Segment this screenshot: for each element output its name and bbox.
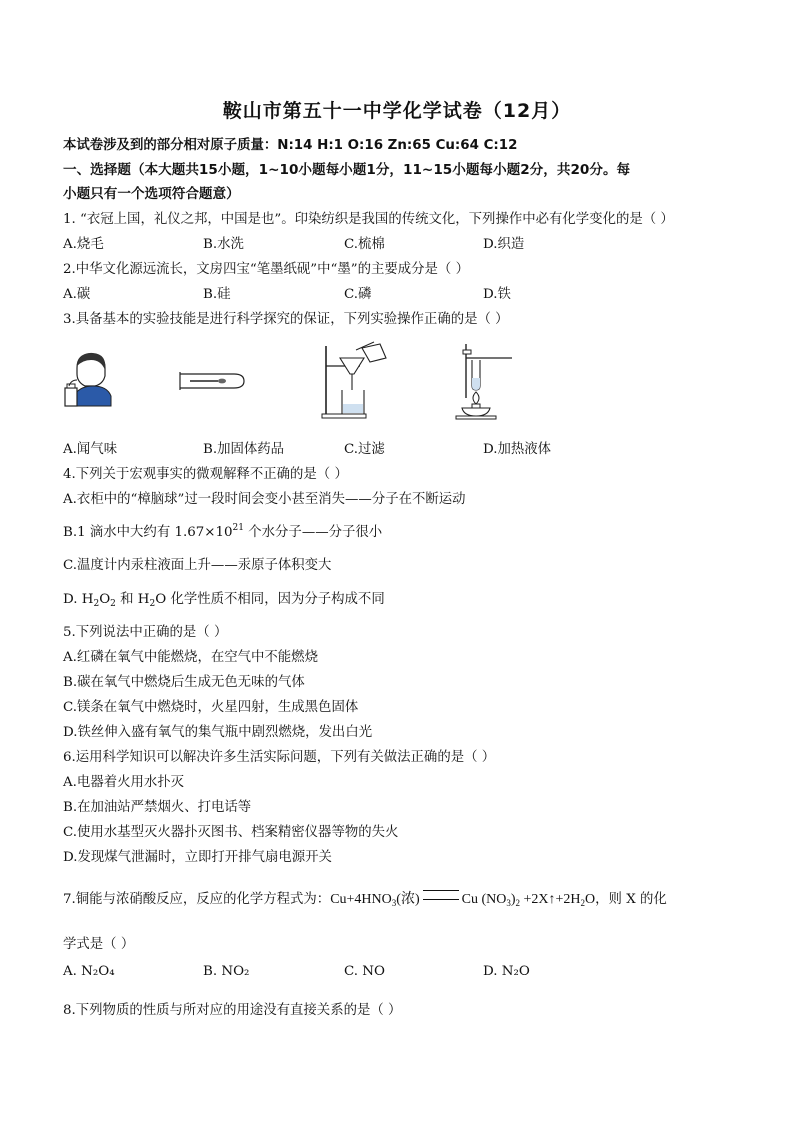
q4-d-sub: 2	[93, 599, 100, 609]
q6-option-b: B.在加油站严禁烟火、打电话等	[63, 800, 252, 815]
question-8-stem: 8.下列物质的性质与所对应的用途没有直接关系的是（ ）	[63, 1003, 402, 1018]
q6-option-c: C.使用水基型灭火器扑灭图书、档案精密仪器等物的失火	[63, 825, 399, 840]
q7-stem-text-tail: ，则 X 的化	[595, 892, 667, 907]
q7-option-d: D. N₂O	[483, 964, 530, 979]
smelling-figure	[63, 350, 119, 408]
q3-option-c: C.过滤	[344, 442, 385, 457]
q4-d-sub: 2	[110, 599, 116, 609]
q5-option-a: A.红磷在氧气中能燃烧，在空气中不能燃烧	[63, 650, 318, 665]
question-4-stem: 4.下列关于宏观事实的微观解释不正确的是（ ）	[63, 467, 348, 482]
q4-option-a: A.衣柜中的“樟脑球”过一段时间会变小甚至消失——分子在不断运动	[63, 492, 466, 507]
question-5-stem: 5.下列说法中正确的是（ ）	[63, 625, 228, 640]
q4-d-text: O 化学性质不相同，因为分子构成不同	[155, 592, 385, 607]
test-tube-figure	[178, 368, 248, 394]
q4-b-text: B.1 滴水中大约有 1.67×10	[63, 525, 233, 540]
q7-option-c: C. NO	[344, 964, 385, 979]
q7-option-a: A. N₂O₄	[63, 964, 115, 979]
heating-figure	[452, 342, 518, 420]
q6-option-a: A.电器着火用水扑灭	[63, 775, 185, 790]
eq-part: Cu+4HNO	[330, 892, 392, 907]
q3-option-b: B.加固体药品	[203, 442, 285, 457]
eq-part: )	[510, 892, 516, 907]
q4-b-text-tail: 个水分子——分子很小	[244, 525, 383, 540]
eq-part: (浓)	[396, 892, 420, 907]
section-heading-line2: 小题只有一个选项符合题意）	[63, 186, 240, 202]
eq-sub: 2	[515, 898, 521, 908]
q7-option-b: B. NO₂	[203, 964, 250, 979]
eq-sub: 3	[506, 898, 511, 908]
q1-option-b: B.水洗	[203, 237, 244, 252]
section-heading-line1: 一、选择题（本大题共15小题，1~10小题每小题1分，11~15小题每小题2分，共20分。每	[63, 162, 631, 178]
q5-option-b: B.碳在氧气中燃烧后生成无色无味的气体	[63, 675, 305, 690]
q2-option-b: B.硅	[203, 287, 231, 302]
q6-option-d: D.发现煤气泄漏时，立即打开排气扇电源开关	[63, 850, 332, 865]
chemical-equation	[330, 892, 595, 907]
q4-option-b	[63, 521, 382, 540]
q4-d-sub: 2	[149, 599, 156, 609]
atomic-mass-note: 本试卷涉及到的部分相对原子质量：N:14 H:1 O:16 Zn:65 Cu:64 C:12	[63, 138, 518, 153]
q4-d-text: 和 H	[115, 592, 150, 607]
q4-d-text: D. H	[63, 592, 94, 607]
q3-option-a: A.闻气味	[63, 442, 118, 457]
eq-part: Cu (NO	[461, 892, 507, 907]
eq-part: +2X↑+2H	[520, 892, 581, 907]
equals-sign	[423, 890, 459, 900]
question-6-stem: 6.运用科学知识可以解决许多生活实际问题，下列有关做法正确的是（ ）	[63, 750, 496, 765]
eq-sub: 3	[391, 898, 397, 908]
q2-option-c: C.磷	[344, 287, 372, 302]
q4-b-exponent: 21	[232, 523, 244, 533]
q1-option-c: C.梳棉	[344, 237, 385, 252]
q1-option-d: D.织造	[483, 237, 525, 252]
q4-option-d	[63, 588, 385, 609]
question-1-stem: 1. “衣冠上国，礼仪之邦，中国是也”。印染纺织是我国的传统文化，下列操作中必有化学变化的是（ ）	[63, 212, 674, 227]
question-3-stem: 3.具备基本的实验技能是进行科学探究的保证，下列实验操作正确的是（ ）	[63, 312, 509, 327]
q3-option-d: D.加热液体	[483, 442, 552, 457]
eq-sub: 2	[580, 898, 586, 908]
question-7-stem	[63, 888, 667, 908]
eq-part: O	[585, 892, 596, 907]
q4-d-text: O	[99, 592, 111, 607]
q5-option-d: D.铁丝伸入盛有氧气的集气瓶中剧烈燃烧，发出白光	[63, 725, 373, 740]
q1-option-a: A.烧毛	[63, 237, 104, 252]
page-title: 鞍山市第五十一中学化学试卷（12月）	[222, 100, 572, 122]
q7-stem-text: 7.铜能与浓硝酸反应，反应的化学方程式为：	[63, 892, 331, 907]
question-2-stem: 2.中华文化源远流长，文房四宝“笔墨纸砚”中“墨”的主要成分是（ ）	[63, 262, 469, 277]
q4-option-c: C.温度计内汞柱液面上升——汞原子体积变大	[63, 558, 332, 573]
q2-option-d: D.铁	[483, 287, 511, 302]
question-7-stem-line2: 学式是（ ）	[63, 937, 135, 952]
filtration-figure	[318, 340, 398, 420]
q2-option-a: A.碳	[63, 287, 91, 302]
q5-option-c: C.镁条在氧气中燃烧时，火星四射，生成黑色固体	[63, 700, 359, 715]
